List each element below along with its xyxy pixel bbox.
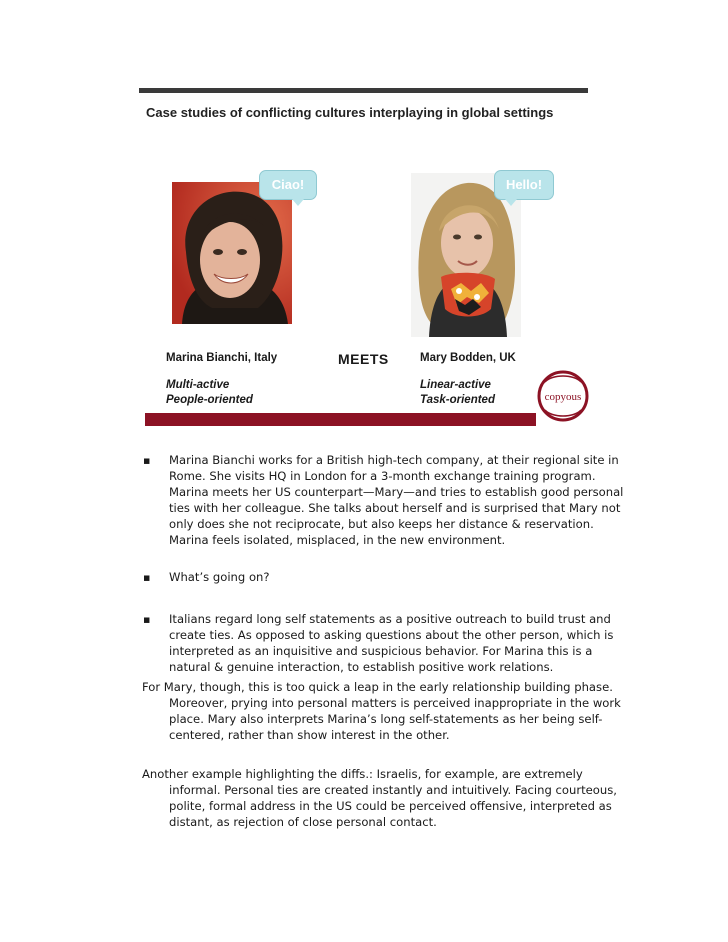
mary-trait-1: Linear-active [420, 379, 491, 391]
copyous-logo-icon [536, 369, 590, 423]
bullet-marker-1: ▪ [143, 454, 151, 467]
text-line: ties with her colleague. She talks about herself and is surprised that Mary not [169, 501, 621, 515]
text-line: polite, formal address in the US could be perceived offensive, interpreted as [169, 799, 612, 813]
text-line: distant, as rejection of close personal contact. [169, 815, 437, 829]
greeting-left-text: Ciao! [271, 177, 305, 192]
text-line: Marina feels isolated, misplaced, in the new environment. [169, 533, 506, 547]
bullet-paragraph-3 [169, 611, 639, 675]
text-line: create ties. As opposed to asking questions about the other person, which is [169, 628, 614, 642]
marina-trait-1: Multi-active [166, 379, 230, 391]
greeting-bubble-right [494, 170, 554, 200]
text-line: place. Mary also interprets Marina’s long self-statements as her being self- [169, 712, 603, 726]
marina-photo [172, 182, 292, 324]
greeting-bubble-left [259, 170, 317, 200]
marina-name: Marina Bianchi, Italy [166, 352, 278, 364]
text-line: Marina meets her US counterpart—Mary—and tries to establish good personal [169, 485, 624, 499]
marina-trait-2: People-oriented [166, 394, 253, 406]
bullet-marker-2: ▪ [143, 571, 151, 584]
text-line: natural & genuine interaction, to establish positive work relations. [169, 660, 554, 674]
top-divider [139, 88, 588, 93]
text-line: Italians regard long self statements as a positive outreach to build trust and [169, 612, 611, 626]
text-line: Rome. She visits HQ in London for a 3-month exchange training program. [169, 469, 596, 483]
accent-divider [145, 413, 536, 426]
mary-trait-2: Task-oriented [420, 394, 495, 406]
bullet-paragraph-2: What’s going on? [169, 570, 270, 584]
marina-traits [166, 378, 253, 408]
text-line: For Mary, though, this is too quick a leap in the early relationship building phase. [142, 680, 613, 694]
mary-name: Mary Bodden, UK [420, 352, 516, 364]
paragraph-mary [142, 679, 634, 743]
text-line: centered, rather than show interest in the other. [169, 728, 450, 742]
speech-tail-icon [292, 199, 304, 206]
copyous-logo [536, 369, 590, 423]
text-line: Another example highlighting the diffs.: Israelis, for example, are extremely [142, 767, 583, 781]
text-line: informal. Personal ties are created instantly and intuitively. Facing courteous, [169, 783, 617, 797]
paragraph-another-example [142, 766, 634, 830]
text-line: Marina Bianchi works for a British high-tech company, at their regional site in [169, 453, 619, 467]
meets-label: MEETS [338, 351, 389, 367]
text-line: interpreted as an inquisitive and suspicious behavior. For Marina this is a [169, 644, 593, 658]
text-line: only does she not reciprocate, but also keeps her distance & reservation. [169, 517, 594, 531]
mary-traits [420, 378, 495, 408]
logo-text: copyous [544, 391, 582, 403]
bullet-paragraph-1 [169, 452, 639, 548]
portrait-woman-dark-hair-image [172, 182, 292, 324]
bullet-marker-3: ▪ [143, 613, 151, 626]
page-title: Case studies of conflicting cultures interplaying in global settings [146, 105, 554, 120]
greeting-right-text: Hello! [505, 177, 543, 192]
speech-tail-icon [505, 199, 517, 206]
text-line: Moreover, prying into personal matters is perceived inappropriate in the work [169, 696, 621, 710]
